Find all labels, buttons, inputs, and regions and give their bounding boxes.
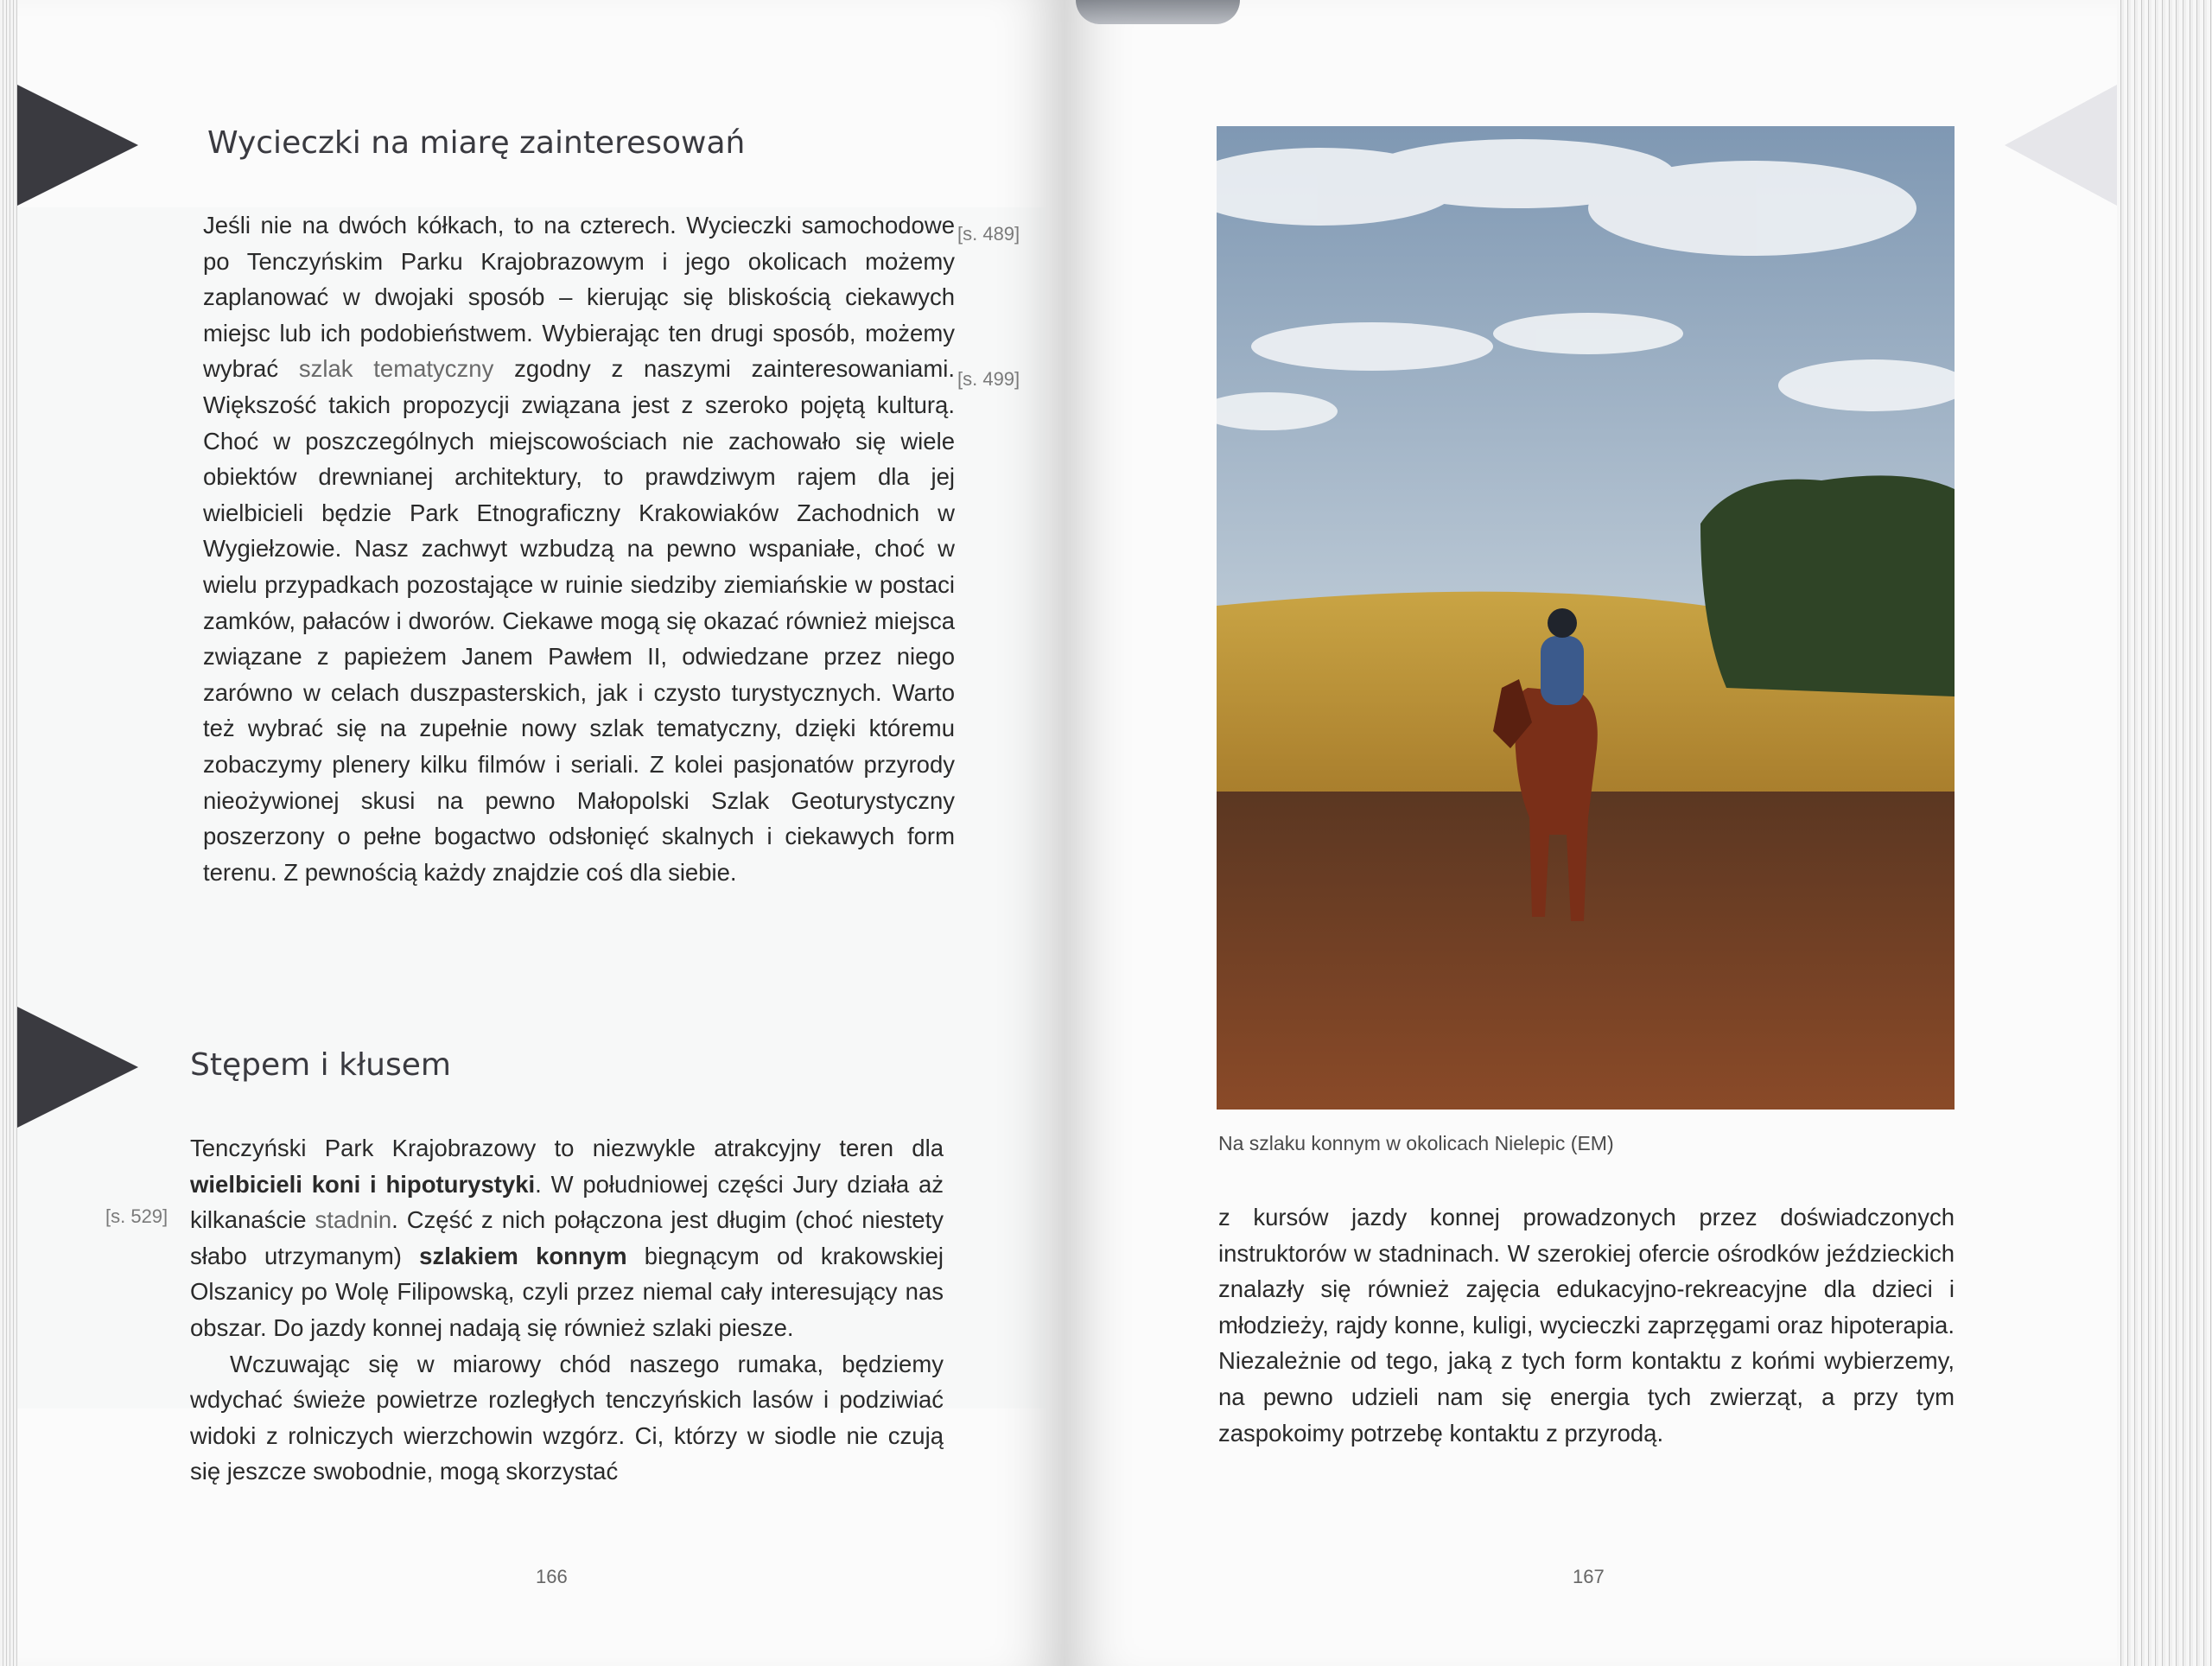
section-heading-horse-riding: Stępem i kłusem — [190, 1047, 451, 1083]
photo-caption: Na szlaku konnym w okolicach Nielepic (EM) — [1218, 1132, 1614, 1154]
page-reference-499[interactable]: [s. 499] — [957, 368, 1020, 390]
paragraph-riding-continued: Wczuwając się w miarowy chód naszego rumaka, będziemy wdychać świeże powietrze rozległych tenczyńskich lasów i podziwiać widoki z rolniczych wierzchowin wzgórz. Ci, którzy w siodle nie czują się jeszcze swobodnie, mogą skorzystać — [190, 1350, 944, 1485]
page-reference-489[interactable]: [s. 489] — [957, 223, 1020, 245]
section-heading-excursions: Wycieczki na miarę zainteresowań — [207, 125, 746, 161]
link-stables[interactable]: stadnin — [315, 1206, 392, 1234]
bold-horse-trail: szlakiem konnym — [419, 1242, 627, 1269]
para2-text-4: biegnącym od krakowskiej Olszanicy po Wolę Filipowską, czyli przez niemal cały interesujący nas obszar. Do jazdy konnej nadają się również szlaki piesze. — [190, 1242, 944, 1341]
horse-rider-photo — [1217, 126, 1955, 1110]
section-marker-triangle — [17, 1007, 138, 1128]
page-reference-529[interactable]: [s. 529] — [105, 1205, 168, 1227]
paragraph-horse-riding — [190, 1130, 944, 1490]
paragraph-riding-courses-text: z kursów jazdy konnej prowadzonych przez doświadczonych instruktorów w stadninach. W szerokiej ofercie ośrodków jeździeckich znalazły się również zajęcia edukacyjno-rekreacyjne dla dzieci i młodzieży, rajdy konne, kuligi, wycieczki zaprzęgami oraz hipoterapia. Niezależnie od tego, jaką z tych form kontaktu z końmi wybierzemy, na pewno udzieli nam się energia tych zwierząt, a przy tym zaspokoimy potrzebę kontaktu z przyrodą. — [1218, 1204, 1955, 1447]
bookmark-ribbon — [1076, 0, 1240, 24]
paragraph-excursions — [203, 207, 955, 890]
para2-text-2: . W południowej części Jury działa aż kilkanaście — [190, 1170, 944, 1234]
page-number: 166 — [536, 1566, 568, 1587]
para1-text-b: zgodny z naszymi zainteresowaniami. Większość takich propozycji związana jest z szeroko pojętą kulturą. Choć w poszczególnych miejscowościach nie zachowało się wiele obiektów drewnianej architektury, to prawdziwym rajem dla jej wielbicieli będzie Park Etnograficzny Krakowiaków Zachodnich w Wygiełzowie. Nasz zachwyt wzbudzą na pewno wspaniałe, choć w wielu przypadkach pozostające w ruinie siedziby ziemiańskie w postaci zamków, pałaców i dworów. Ciekawe mogą się okazać również miejsca związane z papieżem Janem Pawłem II, odwiedzane przez niego zarówno w celach duszpasterskich, jak i czysto turystycznych. Warto też wybrać się na zupełnie nowy szlak tematyczny, dzięki któremu zobaczymy plenery kilku filmów i seriali. Z kolei pasjonatów przyrody nieożywionej skusi na pewno Małopolski Szlak Geoturystyczny poszerzony o pełne bogactwo odsłonięć skalnych i ciekawych form terenu. Z pewnością każdy znajdzie coś dla siebie. — [203, 355, 956, 886]
para2-text-3: . Część z nich połączona jest długim (choć niestety słabo utrzymanym) — [190, 1206, 944, 1269]
paragraph-riding-courses — [1218, 1199, 1955, 1451]
section-marker-triangle — [17, 85, 138, 206]
tree-line — [1700, 475, 1955, 696]
bold-horse-lovers: wielbicieli koni i hipoturystyki — [190, 1170, 536, 1198]
left-page — [17, 0, 1065, 1666]
book-edge-left — [0, 0, 17, 1666]
para1-text-a: Jeśli nie na dwóch kółkach, to na czterech. Wycieczki samochodowe po Tenczyńskim Parku Krajobrazowym i jego okolicach możemy zaplanować w dwojaki sposób – kierując się bliskością ciekawych miejsc lub ich podobieństwem. Wybierając ten drugi sposób, możemy wybrać — [203, 212, 955, 383]
book-edge-right — [2117, 0, 2212, 1666]
page-number: 167 — [1573, 1566, 1605, 1587]
link-thematic-trail[interactable]: szlak tematyczny — [298, 355, 494, 383]
para2-text-1: Tenczyński Park Krajobrazowy to niezwykle atrakcyjny teren dla — [190, 1135, 944, 1161]
section-marker-triangle-faint — [2005, 85, 2117, 206]
